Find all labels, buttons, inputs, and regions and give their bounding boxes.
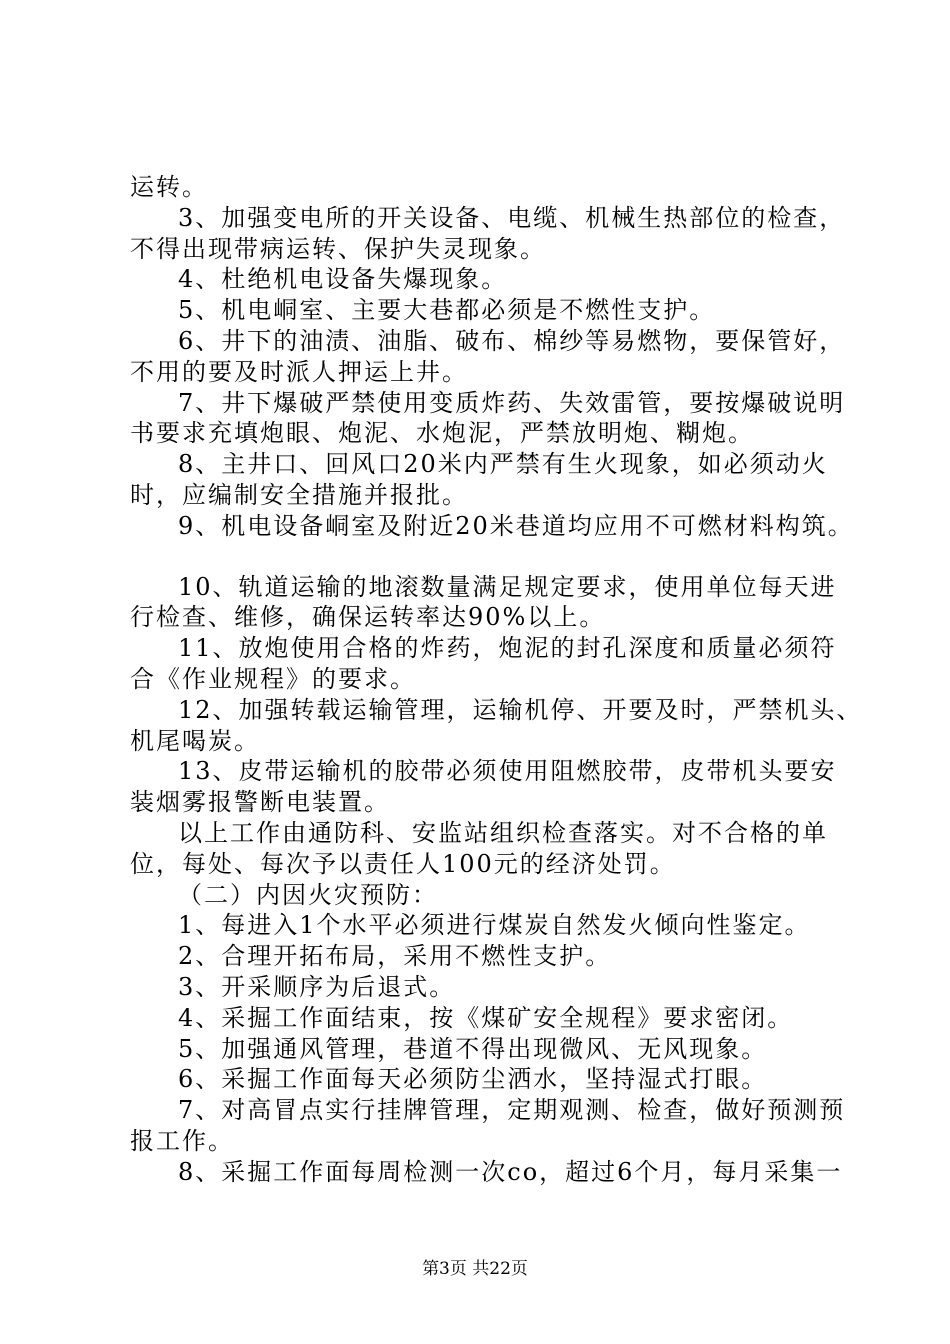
text-line: 6、井下的油渍、油脂、破布、棉纱等易燃物，要保管好， xyxy=(178,326,846,355)
text-line: 4、杜绝机电设备失爆现象。 xyxy=(178,265,508,294)
text-line: 5、机电峒室、主要大巷都必须是不燃性支护。 xyxy=(178,296,716,325)
text-line: 10、轨道运输的地滚数量满足规定要求，使用单位每天进 xyxy=(178,572,837,601)
text-line: 合《作业规程》的要求。 xyxy=(130,664,416,693)
text-line: 运转。 xyxy=(130,173,208,201)
text-line: 4、采掘工作面结束，按《煤矿安全规程》要求密闭。 xyxy=(178,1003,794,1032)
page-footer: 第3页 共22页 xyxy=(422,1259,528,1279)
text-line: 8、主井口、回风口20米内严禁有生火现象，如必须动火 xyxy=(178,450,828,479)
text-block-b xyxy=(130,572,863,1188)
text-line: 8、采掘工作面每周检测一次co，超过6个月，每月采集一 xyxy=(178,1157,843,1186)
text-line: 装烟雾报警断电装置。 xyxy=(130,788,390,817)
text-block-a xyxy=(130,172,854,542)
text-line: 13、皮带运输机的胶带必须使用阻燃胶带，皮带机头要安 xyxy=(178,757,837,786)
text-line: 2、合理开拓布局，采用不燃性支护。 xyxy=(178,942,612,971)
text-line: 6、采掘工作面每天必须防尘洒水，坚持湿式打眼。 xyxy=(178,1065,768,1094)
text-line: 5、加强通风管理，巷道不得出现微风、无风现象。 xyxy=(178,1034,768,1063)
text-line: 7、对高冒点实行挂牌管理，定期观测、检查，做好预测预 xyxy=(178,1096,846,1125)
document-body xyxy=(130,172,863,1188)
text-line: 12、加强转载运输管理，运输机停、开要及时，严禁机头、 xyxy=(178,695,863,724)
text-line: 3、开采顺序为后退式。 xyxy=(178,972,456,1001)
text-line: 书要求充填炮眼、炮泥、水炮泥，严禁放明炮、糊炮。 xyxy=(130,419,754,448)
text-line: 机尾喝炭。 xyxy=(130,726,260,755)
text-line: 7、井下爆破严禁使用变质炸药、失效雷管，要按爆破说明 xyxy=(178,388,846,417)
text-line: 报工作。 xyxy=(130,1126,234,1155)
text-line: 11、放炮使用合格的炸药，炮泥的封孔深度和质量必须符 xyxy=(178,634,837,663)
text-line: 以上工作由通防科、安监站组织检查落实。对不合格的单 xyxy=(178,818,828,847)
text-line: 1、每进入1个水平必须进行煤炭自然发火倾向性鉴定。 xyxy=(178,911,811,940)
text-line: 时，应编制安全措施并报批。 xyxy=(130,480,468,509)
text-line: 3、加强变电所的开关设备、电缆、机械生热部位的检查， xyxy=(178,203,846,232)
text-line: （二）内因火灾预防： xyxy=(178,880,438,909)
paragraph-gap xyxy=(130,542,850,572)
text-line: 位，每处、每次予以责任人100元的经济处罚。 xyxy=(130,849,676,878)
text-line: 行检查、维修，确保运转率达90%以上。 xyxy=(130,603,606,632)
text-line: 9、机电设备峒室及附近20米巷道均应用不可燃材料构筑。 xyxy=(178,511,854,540)
text-line: 不得出现带病运转、保护失灵现象。 xyxy=(130,234,546,263)
text-line: 不用的要及时派人押运上井。 xyxy=(130,357,468,386)
